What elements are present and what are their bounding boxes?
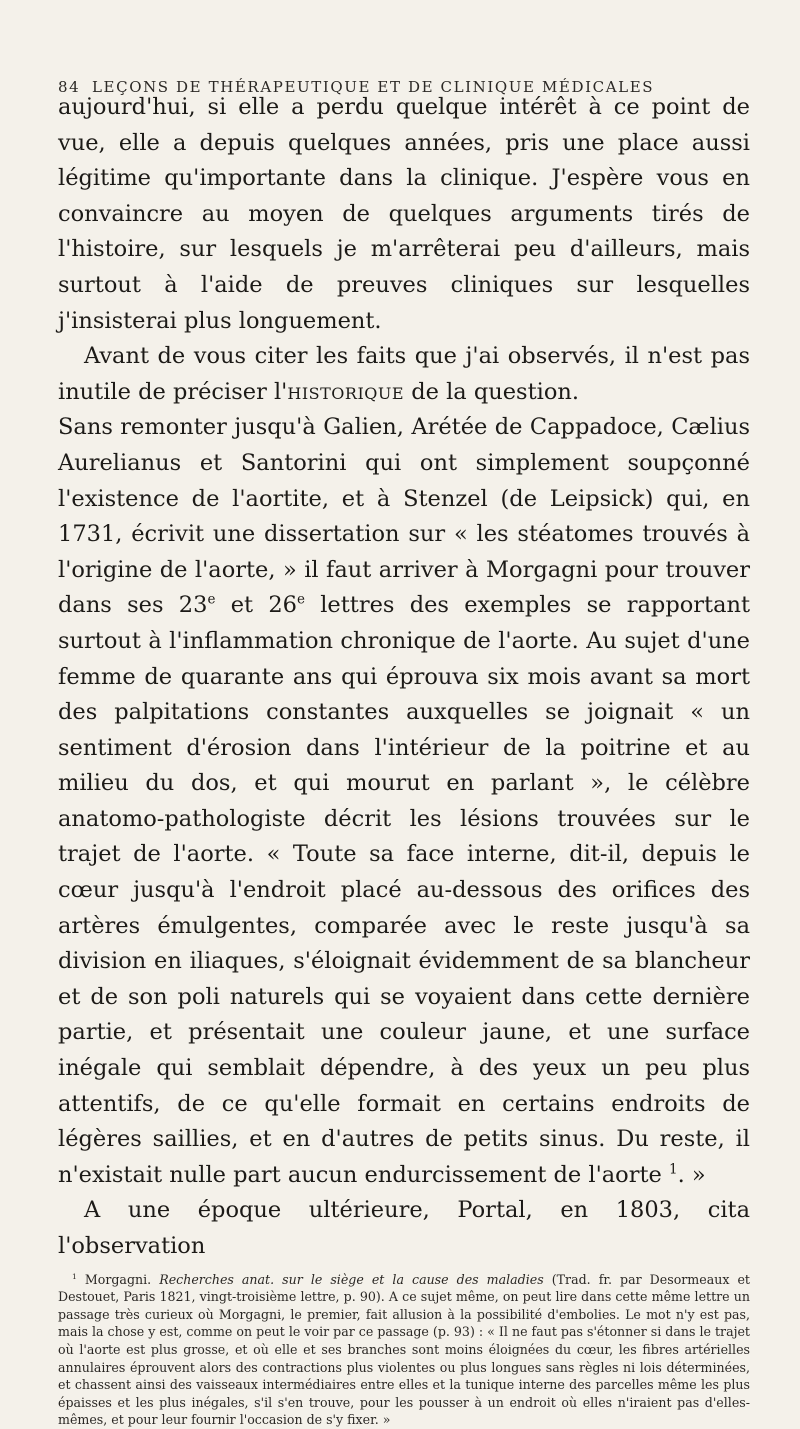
superscript-e: e xyxy=(207,591,216,608)
paragraph-portal: A une époque ultérieure, Portal, en 1803, cita l'observation xyxy=(58,1197,750,1259)
running-head xyxy=(58,0,750,96)
body-text xyxy=(58,90,750,1265)
footnote-reference: 1 xyxy=(669,1161,678,1178)
page-number: 84 xyxy=(58,78,81,96)
running-head-title: LEÇONS DE THÉRAPEUTIQUE ET DE CLINIQUE MÉDICALES xyxy=(92,78,655,96)
footnote-marker: 1 xyxy=(72,1271,77,1281)
superscript-e: e xyxy=(296,591,305,608)
paragraph-continuation: aujourd'hui, si elle a perdu quelque intérêt à ce point de vue, elle a depuis quelques années, pris une place aussi légitime qu'importante dans la clinique. J'espère vous en convaincre au moyen de quelques arguments tirés de l'histoire, sur lesquels je m'arrêterai peu d'ailleurs, mais surtout à l'aide de preuves cliniques sur lesquelles j'insisterai plus longuement. xyxy=(58,94,750,334)
paragraph-historique: Avant de vous citer les faits que j'ai observés, il n'est pas inutile de préciser l'historique de la question. xyxy=(58,343,750,405)
footnotes xyxy=(58,1271,750,1429)
historique-smallcaps: historique xyxy=(287,378,405,405)
paragraph-morgagni: Sans remonter jusqu'à Galien, Arétée de Cappadoce, Cælius Aurelianus et Santorini qui ont simplement soupçonné l'existence de l'aortite, et à Stenzel (de Leipsick) qui, en 1731, écrivit une dissertation sur « les stéatomes trouvés à l'origine de l'aorte, » il faut arriver à Morgagni pour trouver dans ses 23e et 26e lettres des exemples se rapportant surtout à l'inflammation chronique de l'aorte. Au sujet d'une femme de quarante ans qui éprouva six mois avant sa mort des palpitations constantes auxquelles se joignait « un sentiment d'érosion dans l'intérieur de la poitrine et au milieu du dos, et qui mourut en parlant », le célèbre anatomo-pathologiste décrit les lésions trouvées sur le trajet de l'aorte. « Toute sa face interne, dit-il, depuis le cœur jusqu'à l'endroit placé au-dessous des orifices des artères émulgentes, comparée avec le reste jusqu'à sa division en iliaques, s'éloignait évidemment de sa blancheur et de son poli naturels qui se voyaient dans cette dernière partie, et présentait une couleur jaune, et une surface inégale qui semblait dépendre, à des yeux un peu plus attentifs, de ce qu'elle formait en certains endroits de légères saillies, et en d'autres de petits sinus. Du reste, il n'existait nulle part aucun endurcissement de l'aorte $^1$. » xyxy=(58,414,751,1188)
footnote-title: Recherches anat. sur le siège et la cause des maladies xyxy=(159,1271,544,1287)
footnote-1: $^1$ Morgagni. Recherches anat. sur le siège et la cause des maladies (Trad. fr. par Desormeaux et Destouet, Paris 1821, vingt-troisième lettre, p. 90). A ce sujet même, on peut lire dans cette même lettre un passage très curieux où Morgagni, le premier, fait allusion à la possibilité d'embolies. Le mot n'y est pas, mais la chose y est, comme on peut le voir par ce passage (p. 93) : « Il ne faut pas s'étonner si dans le trajet où l'aorte est plus grosse, et où elle et ses branches sont moins éloignées du cœur, les fibres artérielles annulaires éprouvent alors des contractions plus violentes ou plus longues sans règles ni lois déterminées, et chassent ainsi des vaisseaux intermédiaires entre elles et la tunique interne des parcelles même les plus épaisses et les plus inégales, s'il s'en trouve, pour les pousser à un endroit où elles n'iraient pas d'elles-mêmes, et pour leur fournir l'occasion de s'y fixer. » xyxy=(58,1271,750,1428)
